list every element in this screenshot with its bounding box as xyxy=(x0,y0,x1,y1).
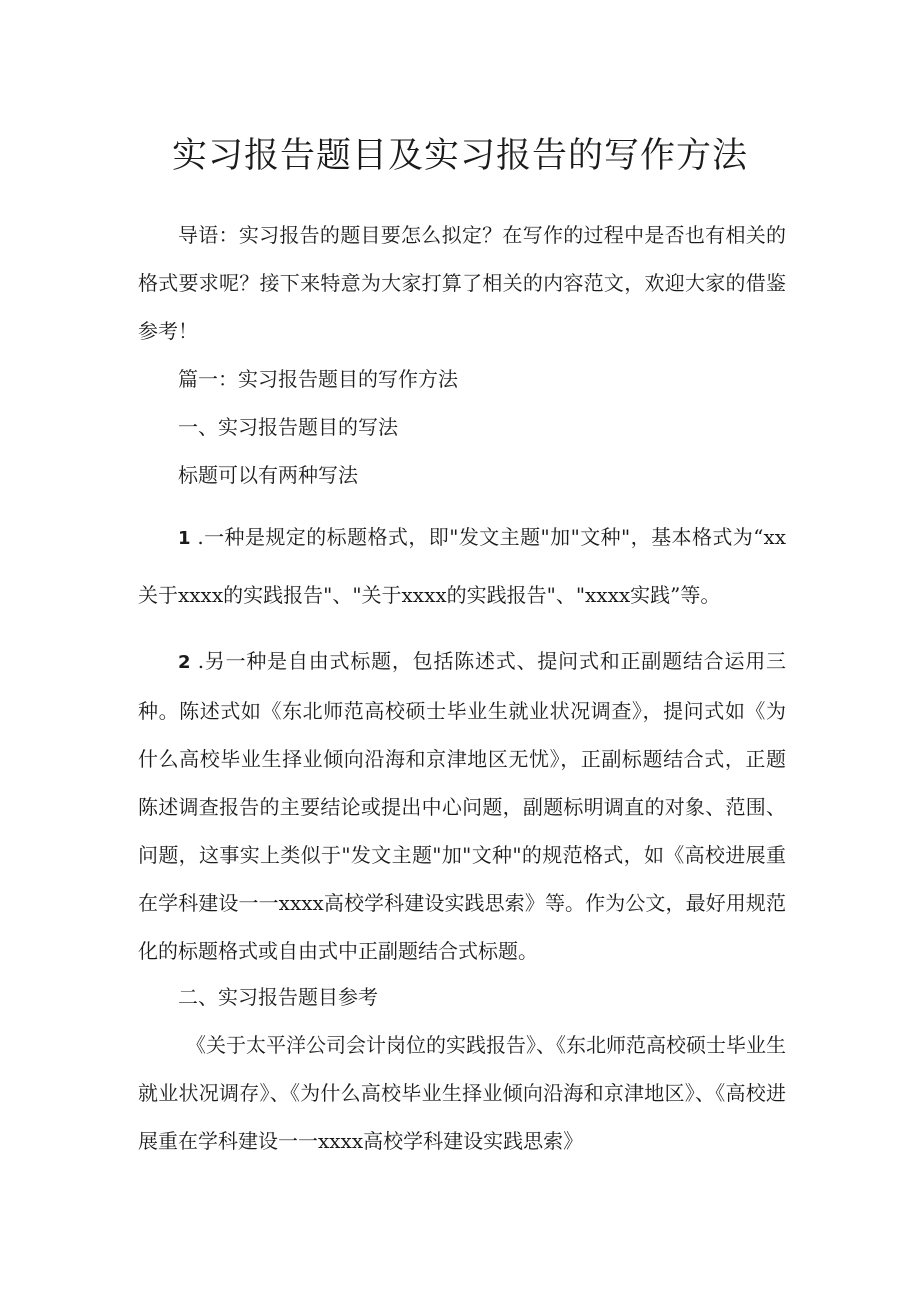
list-item-1 xyxy=(138,509,786,623)
section-heading: 篇一：实习报告题目的写作方法 xyxy=(178,367,458,391)
subheading-title-references: 二、实习报告题目参考 xyxy=(178,985,378,1009)
subheading-note: 标题可以有两种写法 xyxy=(178,463,358,487)
document-title: 实习报告题目及实习报告的写作方法 xyxy=(171,136,748,176)
references-paragraph: 《关于太平洋公司会计岗位的实践报告》、《东北师范高校硕士毕业生就业状况调存》、《为什么高校毕业生择业倾向沿海和京津地区》、《高校进展重在学科建设一一xxxx高校学科建设实践思索》 xyxy=(138,1033,786,1153)
list-item-2-text: .另一种是自由式标题，包括陈述式、提问式和正副题结合运用三种。陈述式如《东北师范高校硕士毕业生就业状况调查》，提问式如《为什么高校毕业生择业倾向沿海和京津地区无忧》，正副标题结合式，正题陈述调查报告的主要结论或提出中心问题，副题标明调直的对象、范围、问题，这事实上类似于"发文主题"加"文种"的规范格式，如《高校进展重在学科建设一一xxxx高校学科建设实践思索》等。作为公文，最好用规范化的标题格式或自由式中正副题结合式标题。 xyxy=(138,649,787,963)
list-item-1-text: .一种是规定的标题格式，即"发文主题"加"文种"，基本格式为“xx关于xxxx的实践报告"、"关于xxxx的实践报告"、"xxxx实践”等。 xyxy=(138,525,787,607)
intro-paragraph: 导语：实习报告的题目要怎么拟定？在写作的过程中是否也有相关的格式要求呢？接下来特意为大家打算了相关的内容范文，欢迎大家的借鉴参考！ xyxy=(138,223,786,343)
subheading-title-writing: 一、实习报告题目的写法 xyxy=(178,415,398,439)
list-item-1-number: 1 xyxy=(178,528,191,549)
list-item-2 xyxy=(138,637,786,975)
list-item-2-number: 2 xyxy=(178,652,191,673)
